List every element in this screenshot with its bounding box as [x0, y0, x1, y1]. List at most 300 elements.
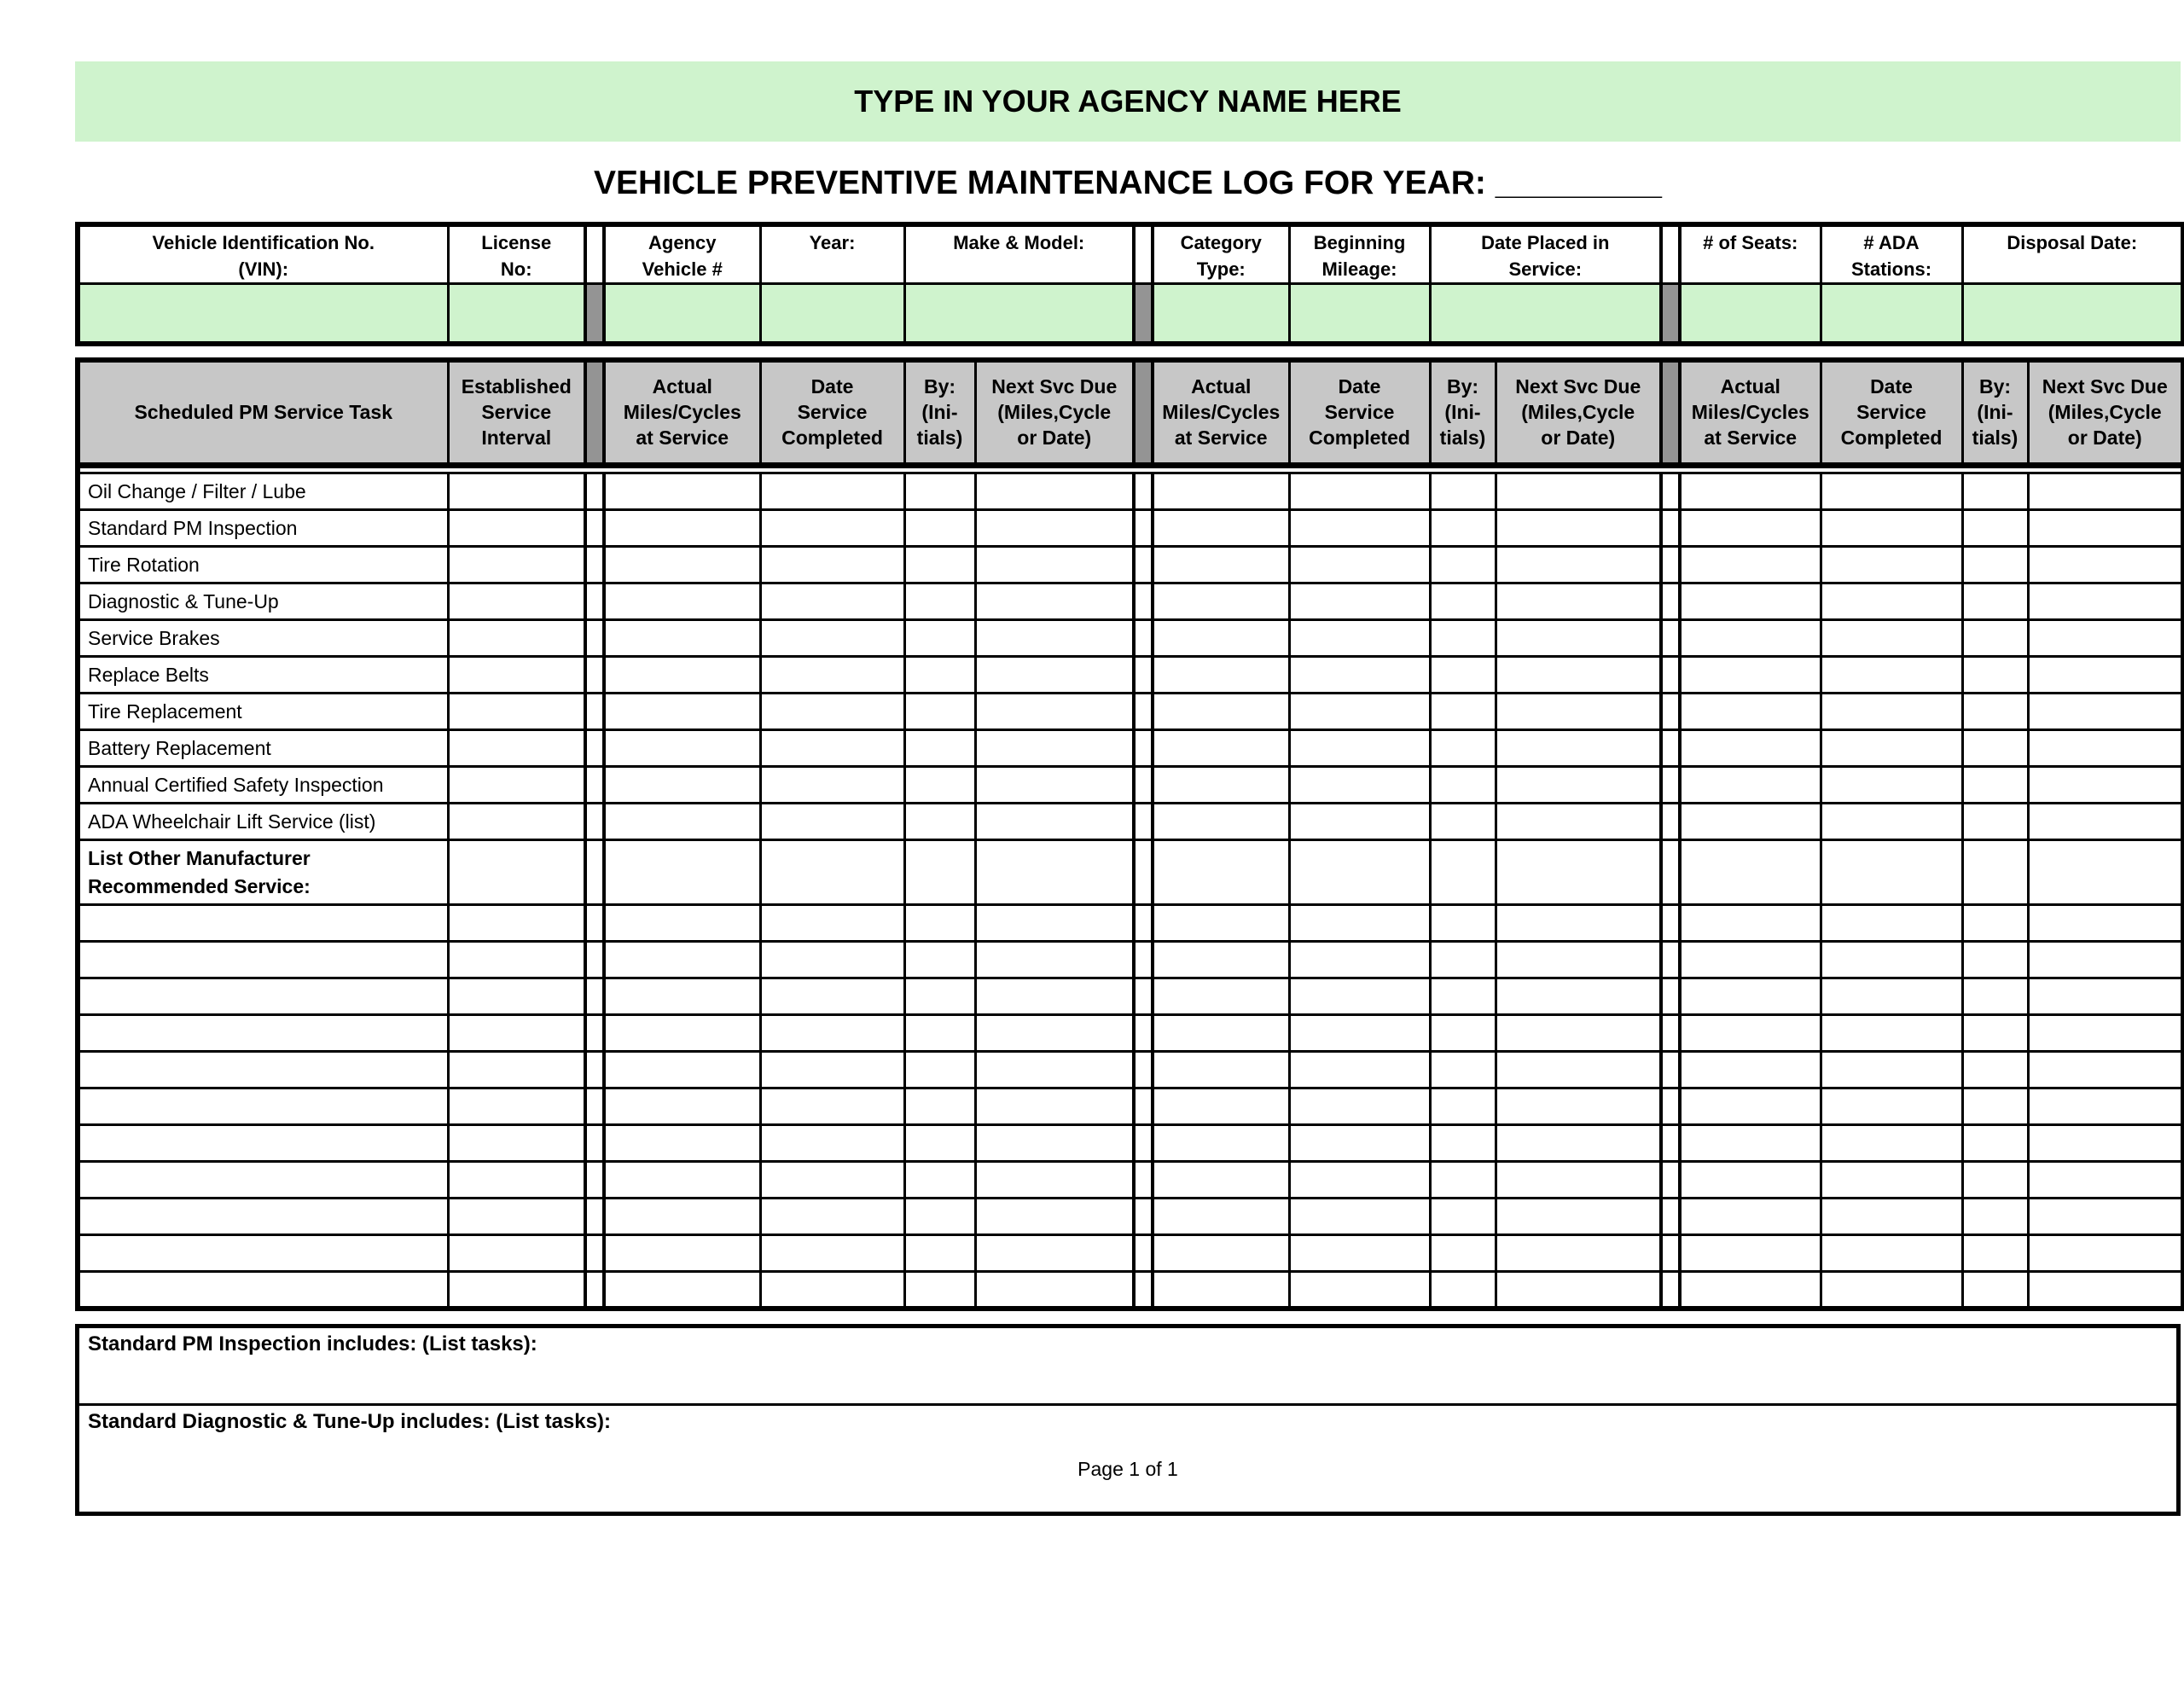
info-value-category-type[interactable] — [1153, 284, 1289, 344]
pm-data-cell[interactable] — [604, 583, 760, 620]
pm-data-cell[interactable] — [975, 804, 1134, 840]
pm-data-cell[interactable] — [2028, 547, 2183, 583]
pm-data-cell[interactable] — [760, 583, 904, 620]
pm-data-cell[interactable] — [1153, 1272, 1289, 1309]
pm-data-cell[interactable] — [1821, 905, 1962, 942]
interval-cell[interactable] — [448, 1052, 585, 1088]
pm-data-cell[interactable] — [1430, 1125, 1496, 1162]
pm-data-cell[interactable] — [1821, 1199, 1962, 1235]
pm-data-cell[interactable] — [1680, 1199, 1821, 1235]
pm-data-cell[interactable] — [2028, 730, 2183, 767]
pm-data-cell[interactable] — [1289, 1015, 1430, 1052]
pm-data-cell[interactable] — [1496, 942, 1661, 978]
pm-data-cell[interactable] — [975, 1272, 1134, 1309]
pm-data-cell[interactable] — [1821, 620, 1962, 657]
pm-data-cell[interactable] — [604, 730, 760, 767]
pm-empty-task-cell[interactable] — [78, 978, 448, 1015]
pm-data-cell[interactable] — [904, 694, 975, 730]
pm-data-cell[interactable] — [975, 583, 1134, 620]
pm-data-cell[interactable] — [1289, 1272, 1430, 1309]
pm-data-cell[interactable] — [1680, 905, 1821, 942]
pm-data-cell[interactable] — [1289, 767, 1430, 804]
pm-data-cell[interactable] — [1496, 804, 1661, 840]
pm-data-cell[interactable] — [1821, 510, 1962, 547]
pm-empty-task-cell[interactable] — [78, 1235, 448, 1272]
pm-data-cell[interactable] — [1680, 583, 1821, 620]
pm-data-cell[interactable] — [2028, 473, 2183, 510]
pm-data-cell[interactable] — [1289, 1199, 1430, 1235]
pm-data-cell[interactable] — [975, 1125, 1134, 1162]
pm-data-cell[interactable] — [760, 767, 904, 804]
pm-data-cell[interactable] — [2028, 978, 2183, 1015]
pm-empty-task-cell[interactable] — [78, 1088, 448, 1125]
pm-data-cell[interactable] — [1430, 905, 1496, 942]
pm-data-cell[interactable] — [1430, 840, 1496, 905]
pm-data-cell[interactable] — [1962, 905, 2028, 942]
pm-data-cell[interactable] — [1496, 547, 1661, 583]
pm-data-cell[interactable] — [1430, 804, 1496, 840]
pm-data-cell[interactable] — [1680, 804, 1821, 840]
pm-data-cell[interactable] — [1821, 978, 1962, 1015]
pm-data-cell[interactable] — [904, 1199, 975, 1235]
pm-data-cell[interactable] — [904, 510, 975, 547]
pm-data-cell[interactable] — [1153, 978, 1289, 1015]
pm-data-cell[interactable] — [1289, 942, 1430, 978]
pm-data-cell[interactable] — [760, 730, 904, 767]
pm-data-cell[interactable] — [975, 1015, 1134, 1052]
pm-data-cell[interactable] — [2028, 1199, 2183, 1235]
pm-data-cell[interactable] — [1496, 730, 1661, 767]
pm-empty-task-cell[interactable] — [78, 1272, 448, 1309]
pm-data-cell[interactable] — [1962, 942, 2028, 978]
pm-data-cell[interactable] — [1430, 1199, 1496, 1235]
pm-data-cell[interactable] — [1289, 1052, 1430, 1088]
pm-data-cell[interactable] — [1289, 1235, 1430, 1272]
pm-data-cell[interactable] — [1962, 1272, 2028, 1309]
pm-data-cell[interactable] — [760, 694, 904, 730]
pm-empty-task-cell[interactable] — [78, 1199, 448, 1235]
pm-data-cell[interactable] — [904, 473, 975, 510]
pm-data-cell[interactable] — [1680, 1272, 1821, 1309]
pm-data-cell[interactable] — [1821, 767, 1962, 804]
interval-cell[interactable] — [448, 1162, 585, 1199]
pm-data-cell[interactable] — [975, 905, 1134, 942]
pm-data-cell[interactable] — [760, 473, 904, 510]
pm-data-cell[interactable] — [1289, 1162, 1430, 1199]
pm-data-cell[interactable] — [975, 1052, 1134, 1088]
pm-data-cell[interactable] — [904, 547, 975, 583]
pm-data-cell[interactable] — [904, 730, 975, 767]
pm-data-cell[interactable] — [1962, 583, 2028, 620]
pm-data-cell[interactable] — [1496, 510, 1661, 547]
pm-data-cell[interactable] — [1496, 583, 1661, 620]
pm-data-cell[interactable] — [1289, 978, 1430, 1015]
pm-data-cell[interactable] — [975, 942, 1134, 978]
pm-data-cell[interactable] — [1153, 840, 1289, 905]
interval-cell[interactable] — [448, 547, 585, 583]
pm-data-cell[interactable] — [1496, 473, 1661, 510]
pm-data-cell[interactable] — [1153, 657, 1289, 694]
pm-data-cell[interactable] — [760, 510, 904, 547]
pm-data-cell[interactable] — [2028, 1015, 2183, 1052]
pm-data-cell[interactable] — [975, 978, 1134, 1015]
pm-data-cell[interactable] — [1821, 1125, 1962, 1162]
pm-data-cell[interactable] — [1680, 730, 1821, 767]
pm-data-cell[interactable] — [760, 1199, 904, 1235]
interval-cell[interactable] — [448, 730, 585, 767]
pm-data-cell[interactable] — [1289, 730, 1430, 767]
pm-data-cell[interactable] — [604, 840, 760, 905]
pm-data-cell[interactable] — [1680, 942, 1821, 978]
interval-cell[interactable] — [448, 583, 585, 620]
pm-data-cell[interactable] — [604, 1015, 760, 1052]
pm-data-cell[interactable] — [1680, 510, 1821, 547]
pm-data-cell[interactable] — [604, 978, 760, 1015]
pm-data-cell[interactable] — [975, 730, 1134, 767]
pm-data-cell[interactable] — [1153, 547, 1289, 583]
pm-data-cell[interactable] — [1289, 510, 1430, 547]
pm-data-cell[interactable] — [760, 804, 904, 840]
pm-data-cell[interactable] — [1430, 1162, 1496, 1199]
pm-data-cell[interactable] — [1289, 583, 1430, 620]
pm-data-cell[interactable] — [1496, 1199, 1661, 1235]
pm-data-cell[interactable] — [1153, 942, 1289, 978]
pm-data-cell[interactable] — [2028, 1272, 2183, 1309]
pm-data-cell[interactable] — [760, 978, 904, 1015]
pm-data-cell[interactable] — [904, 1272, 975, 1309]
pm-data-cell[interactable] — [1289, 473, 1430, 510]
pm-data-cell[interactable] — [1430, 1235, 1496, 1272]
pm-data-cell[interactable] — [1821, 1272, 1962, 1309]
pm-data-cell[interactable] — [904, 942, 975, 978]
pm-data-cell[interactable] — [975, 694, 1134, 730]
pm-data-cell[interactable] — [760, 1052, 904, 1088]
pm-data-cell[interactable] — [1289, 620, 1430, 657]
pm-empty-task-cell[interactable] — [78, 1162, 448, 1199]
interval-cell[interactable] — [448, 1088, 585, 1125]
pm-data-cell[interactable] — [2028, 1235, 2183, 1272]
pm-data-cell[interactable] — [1821, 730, 1962, 767]
interval-cell[interactable] — [448, 473, 585, 510]
pm-data-cell[interactable] — [1430, 767, 1496, 804]
info-value-agency-vehicle[interactable] — [604, 284, 760, 344]
pm-data-cell[interactable] — [1821, 657, 1962, 694]
pm-data-cell[interactable] — [904, 767, 975, 804]
pm-data-cell[interactable] — [1680, 657, 1821, 694]
pm-data-cell[interactable] — [1153, 694, 1289, 730]
pm-data-cell[interactable] — [1962, 1235, 2028, 1272]
pm-data-cell[interactable] — [2028, 840, 2183, 905]
pm-data-cell[interactable] — [975, 510, 1134, 547]
pm-data-cell[interactable] — [1153, 1088, 1289, 1125]
pm-data-cell[interactable] — [904, 1235, 975, 1272]
pm-data-cell[interactable] — [1962, 804, 2028, 840]
interval-cell[interactable] — [448, 510, 585, 547]
pm-data-cell[interactable] — [1821, 1235, 1962, 1272]
pm-data-cell[interactable] — [760, 1235, 904, 1272]
pm-data-cell[interactable] — [2028, 942, 2183, 978]
interval-cell[interactable] — [448, 1272, 585, 1309]
pm-data-cell[interactable] — [1430, 978, 1496, 1015]
pm-data-cell[interactable] — [1962, 694, 2028, 730]
info-value-beginning-mileage[interactable] — [1289, 284, 1430, 344]
info-value-make-model[interactable] — [904, 284, 1134, 344]
pm-data-cell[interactable] — [1962, 1125, 2028, 1162]
pm-empty-task-cell[interactable] — [78, 905, 448, 942]
pm-data-cell[interactable] — [975, 1199, 1134, 1235]
pm-data-cell[interactable] — [1289, 1125, 1430, 1162]
pm-data-cell[interactable] — [760, 547, 904, 583]
pm-data-cell[interactable] — [1962, 767, 2028, 804]
pm-data-cell[interactable] — [1821, 1052, 1962, 1088]
interval-cell[interactable] — [448, 694, 585, 730]
pm-data-cell[interactable] — [1821, 840, 1962, 905]
pm-data-cell[interactable] — [1821, 583, 1962, 620]
pm-data-cell[interactable] — [760, 1272, 904, 1309]
pm-data-cell[interactable] — [2028, 1052, 2183, 1088]
pm-data-cell[interactable] — [1496, 978, 1661, 1015]
info-value-disposal-date[interactable] — [1962, 284, 2183, 344]
pm-data-cell[interactable] — [760, 620, 904, 657]
pm-data-cell[interactable] — [1430, 473, 1496, 510]
pm-data-cell[interactable] — [1153, 1199, 1289, 1235]
pm-data-cell[interactable] — [1153, 905, 1289, 942]
pm-includes-entry-area[interactable] — [88, 1356, 2168, 1399]
pm-data-cell[interactable] — [604, 942, 760, 978]
pm-data-cell[interactable] — [1962, 547, 2028, 583]
pm-data-cell[interactable] — [975, 1162, 1134, 1199]
pm-data-cell[interactable] — [1496, 767, 1661, 804]
pm-data-cell[interactable] — [975, 473, 1134, 510]
pm-data-cell[interactable] — [1496, 1015, 1661, 1052]
interval-cell[interactable] — [448, 620, 585, 657]
pm-data-cell[interactable] — [604, 510, 760, 547]
pm-data-cell[interactable] — [1430, 694, 1496, 730]
pm-data-cell[interactable] — [1962, 840, 2028, 905]
pm-data-cell[interactable] — [1680, 547, 1821, 583]
pm-data-cell[interactable] — [1962, 510, 2028, 547]
pm-data-cell[interactable] — [1962, 978, 2028, 1015]
pm-data-cell[interactable] — [1289, 547, 1430, 583]
pm-data-cell[interactable] — [1289, 694, 1430, 730]
pm-data-cell[interactable] — [904, 804, 975, 840]
agency-name-banner[interactable]: TYPE IN YOUR AGENCY NAME HERE — [75, 61, 2181, 142]
pm-data-cell[interactable] — [904, 657, 975, 694]
pm-data-cell[interactable] — [1289, 1088, 1430, 1125]
pm-data-cell[interactable] — [1962, 730, 2028, 767]
pm-data-cell[interactable] — [2028, 694, 2183, 730]
pm-data-cell[interactable] — [1496, 1162, 1661, 1199]
pm-data-cell[interactable] — [604, 905, 760, 942]
pm-data-cell[interactable] — [1680, 473, 1821, 510]
pm-data-cell[interactable] — [1430, 510, 1496, 547]
pm-data-cell[interactable] — [1821, 1162, 1962, 1199]
interval-cell[interactable] — [448, 978, 585, 1015]
pm-data-cell[interactable] — [1496, 905, 1661, 942]
pm-data-cell[interactable] — [2028, 804, 2183, 840]
pm-data-cell[interactable] — [1680, 1052, 1821, 1088]
pm-data-cell[interactable] — [1153, 620, 1289, 657]
pm-data-cell[interactable] — [604, 657, 760, 694]
pm-data-cell[interactable] — [760, 1088, 904, 1125]
pm-data-cell[interactable] — [975, 547, 1134, 583]
pm-data-cell[interactable] — [2028, 620, 2183, 657]
pm-data-cell[interactable] — [1821, 1015, 1962, 1052]
pm-data-cell[interactable] — [760, 1015, 904, 1052]
info-value-vin[interactable] — [78, 284, 448, 344]
interval-cell[interactable] — [448, 1199, 585, 1235]
pm-data-cell[interactable] — [2028, 767, 2183, 804]
pm-data-cell[interactable] — [604, 1235, 760, 1272]
pm-data-cell[interactable] — [1680, 1125, 1821, 1162]
pm-data-cell[interactable] — [1153, 1015, 1289, 1052]
info-value-license[interactable] — [448, 284, 585, 344]
interval-cell[interactable] — [448, 942, 585, 978]
pm-data-cell[interactable] — [1496, 1088, 1661, 1125]
pm-data-cell[interactable] — [1962, 1052, 2028, 1088]
pm-empty-task-cell[interactable] — [78, 942, 448, 978]
pm-data-cell[interactable] — [1153, 730, 1289, 767]
pm-data-cell[interactable] — [904, 905, 975, 942]
pm-data-cell[interactable] — [604, 767, 760, 804]
pm-data-cell[interactable] — [1821, 473, 1962, 510]
pm-data-cell[interactable] — [975, 1235, 1134, 1272]
pm-data-cell[interactable] — [1496, 1125, 1661, 1162]
interval-cell[interactable] — [448, 767, 585, 804]
pm-data-cell[interactable] — [2028, 1125, 2183, 1162]
pm-data-cell[interactable] — [1496, 1272, 1661, 1309]
pm-data-cell[interactable] — [1496, 694, 1661, 730]
pm-data-cell[interactable] — [2028, 510, 2183, 547]
pm-data-cell[interactable] — [904, 978, 975, 1015]
pm-data-cell[interactable] — [604, 547, 760, 583]
pm-data-cell[interactable] — [904, 1088, 975, 1125]
pm-empty-task-cell[interactable] — [78, 1015, 448, 1052]
pm-data-cell[interactable] — [2028, 1162, 2183, 1199]
pm-data-cell[interactable] — [1430, 730, 1496, 767]
interval-cell[interactable] — [448, 1015, 585, 1052]
pm-data-cell[interactable] — [1821, 942, 1962, 978]
pm-data-cell[interactable] — [904, 1162, 975, 1199]
pm-data-cell[interactable] — [1821, 804, 1962, 840]
pm-data-cell[interactable] — [2028, 1088, 2183, 1125]
pm-data-cell[interactable] — [1680, 620, 1821, 657]
pm-data-cell[interactable] — [1153, 804, 1289, 840]
pm-data-cell[interactable] — [975, 767, 1134, 804]
pm-data-cell[interactable] — [975, 1088, 1134, 1125]
pm-data-cell[interactable] — [904, 583, 975, 620]
pm-data-cell[interactable] — [1289, 657, 1430, 694]
pm-data-cell[interactable] — [1680, 1088, 1821, 1125]
pm-data-cell[interactable] — [1962, 1088, 2028, 1125]
pm-data-cell[interactable] — [604, 473, 760, 510]
interval-cell[interactable] — [448, 1235, 585, 1272]
pm-data-cell[interactable] — [1430, 1052, 1496, 1088]
pm-empty-task-cell[interactable] — [78, 1125, 448, 1162]
pm-data-cell[interactable] — [1496, 1052, 1661, 1088]
pm-data-cell[interactable] — [604, 620, 760, 657]
pm-data-cell[interactable] — [604, 1272, 760, 1309]
pm-empty-task-cell[interactable] — [78, 1052, 448, 1088]
pm-data-cell[interactable] — [1496, 657, 1661, 694]
pm-data-cell[interactable] — [904, 840, 975, 905]
info-value-date-placed[interactable] — [1430, 284, 1661, 344]
pm-data-cell[interactable] — [1680, 767, 1821, 804]
pm-data-cell[interactable] — [760, 1125, 904, 1162]
pm-data-cell[interactable] — [1430, 620, 1496, 657]
pm-data-cell[interactable] — [1430, 1272, 1496, 1309]
pm-data-cell[interactable] — [1153, 510, 1289, 547]
interval-cell[interactable] — [448, 905, 585, 942]
pm-data-cell[interactable] — [1289, 905, 1430, 942]
pm-data-cell[interactable] — [760, 657, 904, 694]
pm-data-cell[interactable] — [760, 942, 904, 978]
pm-data-cell[interactable] — [1962, 473, 2028, 510]
info-value-year[interactable] — [760, 284, 904, 344]
year-blank[interactable]: _________ — [1495, 165, 1662, 201]
pm-data-cell[interactable] — [1153, 1235, 1289, 1272]
pm-data-cell[interactable] — [604, 804, 760, 840]
pm-data-cell[interactable] — [2028, 583, 2183, 620]
pm-data-cell[interactable] — [1496, 620, 1661, 657]
pm-data-cell[interactable] — [904, 1125, 975, 1162]
pm-data-cell[interactable] — [1153, 1125, 1289, 1162]
pm-data-cell[interactable] — [1289, 804, 1430, 840]
pm-data-cell[interactable] — [1680, 978, 1821, 1015]
pm-data-cell[interactable] — [1289, 840, 1430, 905]
pm-data-cell[interactable] — [1430, 547, 1496, 583]
pm-data-cell[interactable] — [1680, 1015, 1821, 1052]
pm-data-cell[interactable] — [1821, 547, 1962, 583]
pm-data-cell[interactable] — [975, 620, 1134, 657]
pm-data-cell[interactable] — [904, 1015, 975, 1052]
pm-data-cell[interactable] — [1680, 1235, 1821, 1272]
pm-data-cell[interactable] — [1680, 1162, 1821, 1199]
pm-data-cell[interactable] — [1821, 694, 1962, 730]
pm-data-cell[interactable] — [760, 905, 904, 942]
pm-data-cell[interactable] — [1680, 694, 1821, 730]
pm-data-cell[interactable] — [1430, 657, 1496, 694]
pm-data-cell[interactable] — [1962, 1015, 2028, 1052]
pm-data-cell[interactable] — [1153, 767, 1289, 804]
pm-data-cell[interactable] — [1153, 583, 1289, 620]
interval-cell[interactable] — [448, 804, 585, 840]
info-value-ada-stations[interactable] — [1821, 284, 1962, 344]
pm-data-cell[interactable] — [2028, 905, 2183, 942]
pm-data-cell[interactable] — [1496, 1235, 1661, 1272]
pm-data-cell[interactable] — [604, 1088, 760, 1125]
pm-data-cell[interactable] — [904, 1052, 975, 1088]
interval-cell[interactable] — [448, 1125, 585, 1162]
pm-data-cell[interactable] — [1430, 1088, 1496, 1125]
pm-data-cell[interactable] — [604, 1052, 760, 1088]
pm-data-cell[interactable] — [1153, 1162, 1289, 1199]
pm-data-cell[interactable] — [1153, 473, 1289, 510]
pm-data-cell[interactable] — [975, 657, 1134, 694]
pm-data-cell[interactable] — [1430, 583, 1496, 620]
pm-data-cell[interactable] — [604, 1199, 760, 1235]
pm-data-cell[interactable] — [1430, 1015, 1496, 1052]
pm-data-cell[interactable] — [1962, 620, 2028, 657]
pm-data-cell[interactable] — [1496, 840, 1661, 905]
pm-data-cell[interactable] — [1430, 942, 1496, 978]
pm-data-cell[interactable] — [604, 1125, 760, 1162]
pm-data-cell[interactable] — [604, 1162, 760, 1199]
pm-data-cell[interactable] — [1962, 1199, 2028, 1235]
interval-cell[interactable] — [448, 657, 585, 694]
pm-data-cell[interactable] — [904, 620, 975, 657]
interval-cell[interactable] — [448, 840, 585, 905]
